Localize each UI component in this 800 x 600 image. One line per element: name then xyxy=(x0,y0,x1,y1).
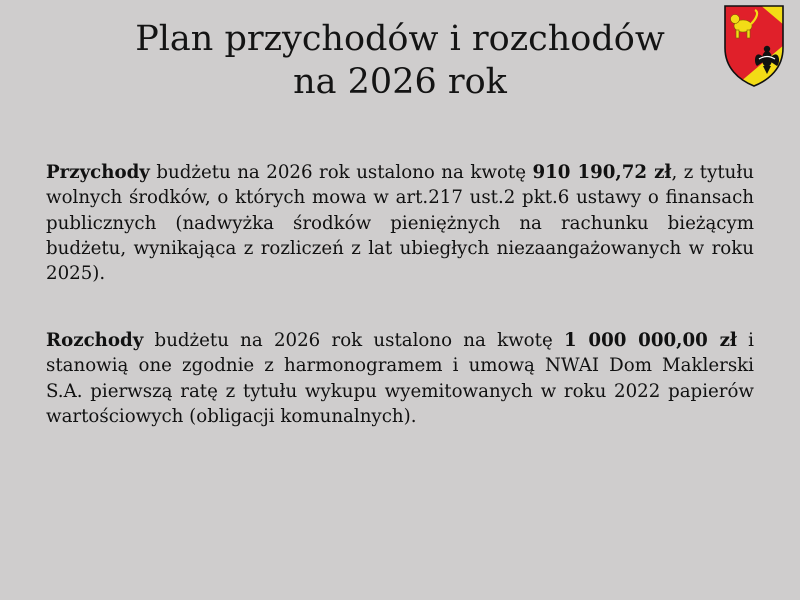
coat-of-arms-icon xyxy=(723,4,785,88)
expenditure-paragraph xyxy=(46,328,754,429)
revenue-amount: 910 190,72 zł xyxy=(532,162,672,183)
expenditure-text-a: budżetu na 2026 rok ustalono na kwotę xyxy=(143,330,564,351)
title-line-1: Plan przychodów i rozchodów xyxy=(135,19,665,59)
revenue-paragraph xyxy=(46,160,754,286)
title-line-2: na 2026 rok xyxy=(293,62,507,102)
expenditure-text-b: i stanowią one zgodnie z harmonogramem i umową NWAI Dom Maklerski S.A. pierwszą ratę z tytułu wykupu wyemitowanych w roku 2022 papierów wartościowych (obligacji komunalnych). xyxy=(46,330,754,427)
expenditure-label: Rozchody xyxy=(46,330,144,351)
expenditure-amount: 1 000 000,00 zł xyxy=(563,330,737,351)
revenue-text-a: budżetu na 2026 rok ustalono na kwotę xyxy=(149,162,533,183)
revenue-text-b: , z tytułu wolnych środków, o których mowa w art.217 ust.2 pkt.6 ustawy o finansach publicznych (nadwyżka środków pieniężnych na rachunku bieżącym budżetu, wynikająca z rozliczeń z lat ubiegłych niezaangażowanych w roku 2025). xyxy=(46,162,754,285)
revenue-label: Przychody xyxy=(46,162,150,183)
page-title xyxy=(100,18,700,104)
